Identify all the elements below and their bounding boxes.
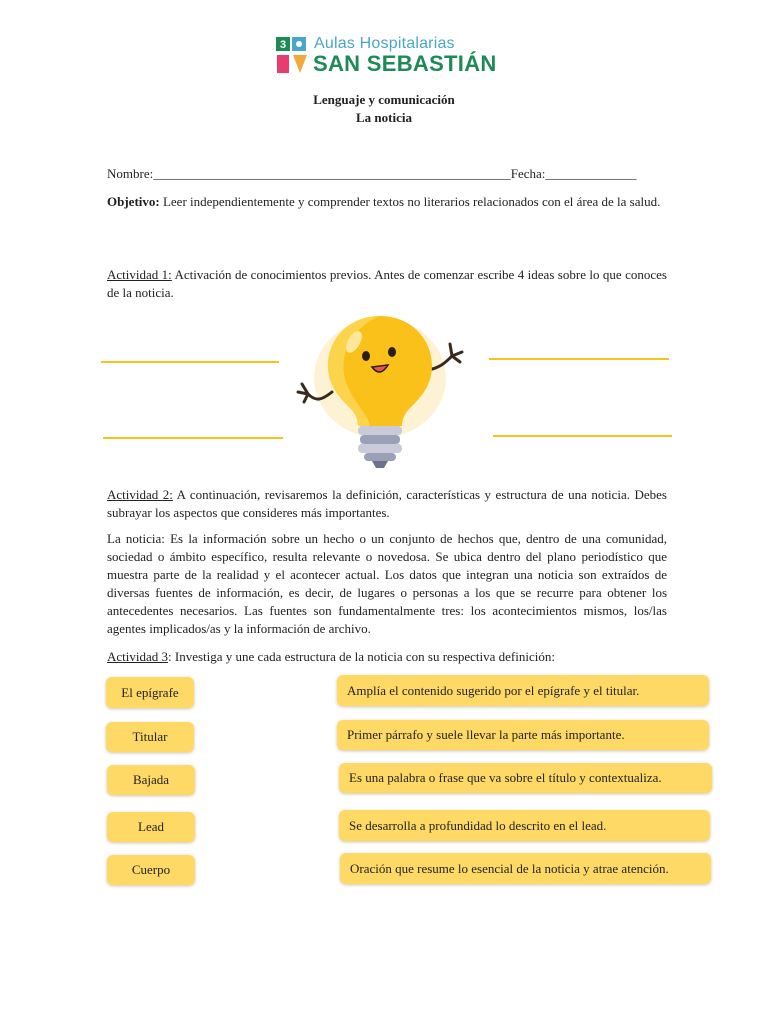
- logo-emblem-icon: [274, 35, 312, 75]
- structure-item-titular[interactable]: Titular: [106, 722, 194, 752]
- activity-2-label: Actividad 2:: [107, 487, 173, 502]
- activity-2-paragraph: [107, 486, 667, 522]
- svg-text:3: 3: [280, 39, 287, 51]
- logo-line-2: SAN SEBASTIÁN: [313, 51, 497, 76]
- idea-line-1[interactable]: [101, 361, 279, 363]
- idea-line-3[interactable]: [103, 437, 283, 439]
- logo-line-1: Aulas Hospitalarias: [314, 35, 455, 52]
- topic-title: La noticia: [356, 110, 412, 125]
- name-date-line: [107, 165, 707, 183]
- activity-3-label: Actividad 3: [107, 649, 169, 664]
- idea-line-2[interactable]: [489, 358, 669, 360]
- activity-2-text: A continuación, revisaremos la definición, características y estructura de una noticia. Debes subrayar los aspectos que consideres más importantes.: [107, 487, 667, 520]
- news-definition-paragraph: La noticia: Es la información sobre un hecho o un conjunto de hechos que, dentro de una comunidad, sociedad o ámbito específico, resulta relevante o novedosa. Se ubica dentro del plano periodístico que muestra parte de la realidad y el acontecer actual. Los datos que integran una noticia son extraídos de diversas fuentes de información, es decir, de lugares o personas a los que se recurre para obtener los antecedentes necesarios. Las fuentes son fundamentalmente tres: los acontecimientos mismos, los/las agentes implicados/as y la información de archivo.: [107, 531, 667, 637]
- definition-item-3[interactable]: Es una palabra o frase que va sobre el título y contextualiza.: [339, 763, 712, 793]
- date-label: Fecha:: [510, 166, 546, 181]
- idea-line-4[interactable]: [493, 435, 672, 437]
- definition-item-2[interactable]: Primer párrafo y suele llevar la parte más importante.: [337, 720, 709, 750]
- activity-1-text: Activación de conocimientos previos. Antes de comenzar escribe 4 ideas sobre lo que conoces de la noticia.: [107, 267, 667, 300]
- structure-item-cuerpo[interactable]: Cuerpo: [107, 855, 195, 885]
- activity-1-paragraph: [107, 266, 667, 302]
- definition-item-4[interactable]: Se desarrolla a profundidad lo descrito en el lead.: [339, 810, 710, 841]
- date-blank[interactable]: ______________: [545, 166, 637, 181]
- school-logo: [274, 33, 496, 77]
- objective-paragraph: [107, 193, 667, 211]
- activity-3-text: : Investiga y une cada estructura de la noticia con su respectiva definición:: [168, 649, 555, 664]
- structure-item-bajada[interactable]: Bajada: [107, 765, 195, 795]
- objective-label: Objetivo:: [107, 194, 160, 209]
- name-label: Nombre:: [107, 166, 154, 181]
- definition-item-5[interactable]: Oración que resume lo esencial de la noticia y atrae atención.: [340, 853, 711, 884]
- structure-item-epigrafe[interactable]: El epígrafe: [106, 677, 194, 708]
- name-blank[interactable]: _______________________________________________________: [153, 166, 511, 181]
- activity-1-label: Actividad 1:: [107, 267, 172, 282]
- lightbulb-character-icon: [292, 312, 468, 472]
- subject-title: Lenguaje y comunicación: [313, 92, 455, 107]
- objective-text: Leer independientemente y comprender textos no literarios relacionados con el área de la salud.: [159, 194, 661, 209]
- structure-item-lead[interactable]: Lead: [107, 812, 195, 842]
- activity-3-paragraph: [107, 648, 667, 666]
- definition-item-1[interactable]: Amplía el contenido sugerido por el epígrafe y el titular.: [337, 675, 709, 706]
